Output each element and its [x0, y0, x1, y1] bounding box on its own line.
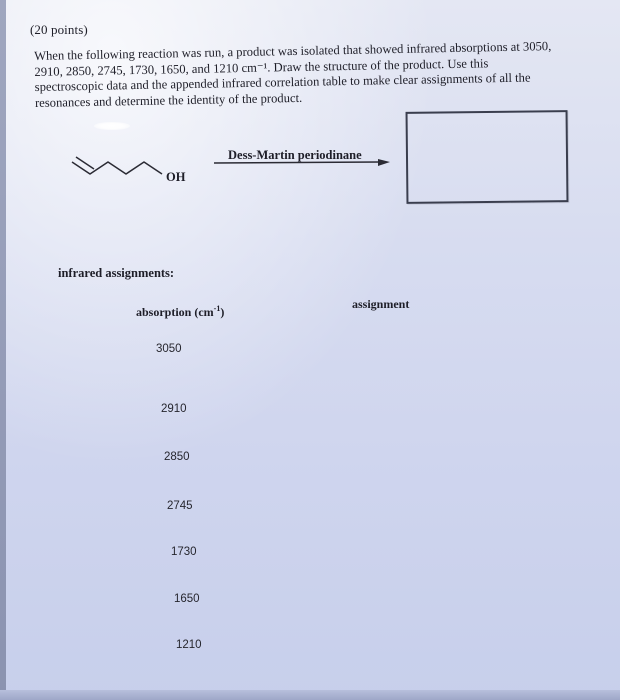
absorption-column-header — [136, 304, 224, 320]
absorption-value: 2850 — [164, 451, 190, 463]
reagent-label: Dess-Martin periodinane — [228, 148, 362, 162]
ir-assignments-heading: infrared assignments: — [58, 266, 175, 280]
absorption-value: 1210 — [176, 639, 202, 651]
screen-edge-left — [0, 0, 6, 700]
absorption-header-unit-exponent: -1 — [213, 304, 221, 313]
product-answer-box[interactable] — [406, 110, 569, 204]
light-glare — [94, 122, 130, 130]
question-text: When the following reaction was run, a product was isolated that showed infrared absorptions at 3050, 2910, 2850, 2745, 1730, 1650, and 1210 cm⁻¹. Draw the structure of the product. Use this spectroscopic data and the appended infrared correlation table to make clear assignments of all the resonances and determine the identity of the product. — [34, 39, 552, 110]
absorption-header-close: ) — [220, 305, 225, 319]
reaction-arrow — [214, 158, 390, 168]
arrow-head — [378, 159, 390, 166]
absorption-value: 1650 — [174, 593, 200, 605]
hydroxyl-label: OH — [166, 170, 186, 184]
absorption-value: 2910 — [161, 403, 187, 415]
worksheet-page — [8, 0, 620, 690]
absorption-value: 1730 — [171, 546, 197, 558]
assignment-column-header: assignment — [352, 297, 410, 311]
absorption-value: 2745 — [167, 500, 193, 512]
absorption-value: 3050 — [156, 343, 182, 355]
screen-edge-bottom — [0, 690, 620, 700]
points-label: (20 points) — [30, 22, 88, 37]
reactant-structure — [70, 154, 170, 184]
absorption-header-text: absorption (cm — [136, 305, 214, 319]
